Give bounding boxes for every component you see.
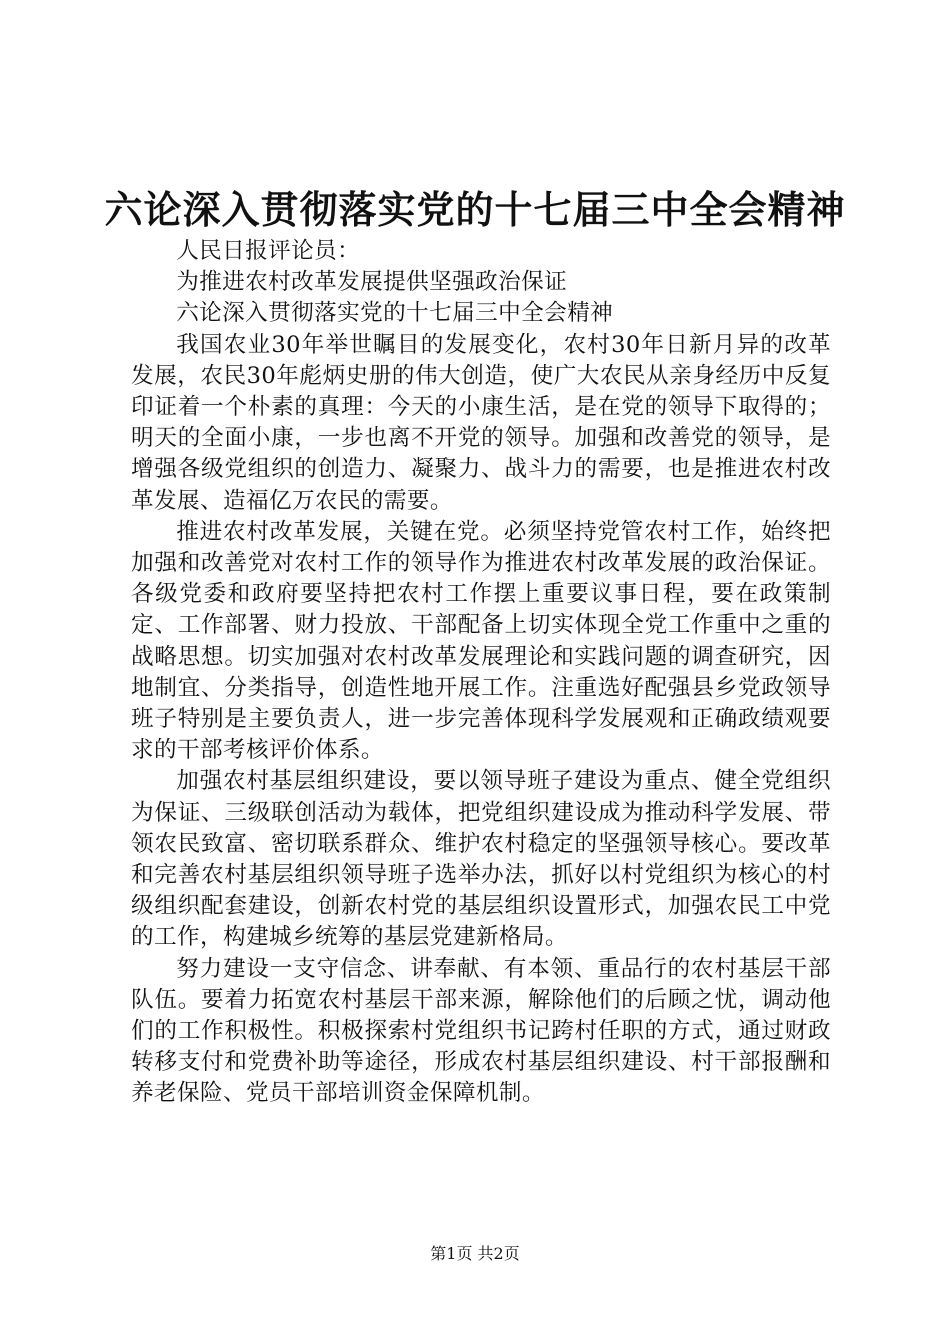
document-title: 六论深入贯彻落实党的十七届三中全会精神 <box>104 187 846 232</box>
byline-paragraph: 人民日报评论员： <box>176 238 361 264</box>
document-body <box>131 236 831 1110</box>
subtitle-paragraph: 为推进农村改革发展提供坚强政治保证 <box>176 269 568 296</box>
body-paragraph-3: 加强农村基层组织建设，要以领导班子建设为重点、健全党组织为保证、三级联创活动为载体，把党组织建设成为推动科学发展、带领农民致富、密切联系群众、维护农村稳定的坚强领导核心。要改革和完善农村基层组织领导班子选举办法，抓好以村党组织为核心的村级组织配套建设，创新农村党的基层组织设置形式，加强农民工中党的工作，构建城乡统筹的基层党建新格局。 <box>131 768 831 951</box>
body-paragraph-4: 努力建设一支守信念、讲奉献、有本领、重品行的农村基层干部队伍。要着力拓宽农村基层干部来源，解除他们的后顾之忧，调动他们的工作积极性。积极探索村党组织书记跨村任职的方式，通过财政转移支付和党费补助等途径，形成农村基层组织建设、村干部报酬和养老保险、党员干部培训资金保障机制。 <box>131 955 831 1107</box>
body-paragraph-2: 推进农村改革发展，关键在党。必须坚持党管农村工作，始终把加强和改善党对农村工作的领导作为推进农村改革发展的政治保证。各级党委和政府要坚持把农村工作摆上重要议事日程，要在政策制定、工作部署、财力投放、干部配备上切实体现全党工作重中之重的战略思想。切实加强对农村改革发展理论和实践问题的调查研究，因地制宜、分类指导，创造性地开展工作。注重选好配强县乡党政领导班子特别是主要负责人，进一步完善体现科学发展观和正确政绩观要求的干部考核评价体系。 <box>131 518 831 764</box>
series-title-paragraph: 六论深入贯彻落实党的十七届三中全会精神 <box>176 300 614 327</box>
body-paragraph-1: 我国农业30年举世瞩目的发展变化，农村30年日新月异的改革发展，农民30年彪炳史册的伟大创造，使广大农民从亲身经历中反复印证着一个朴素的真理：今天的小康生活，是在党的领导下取得的；明天的全面小康，一步也离不开党的领导。加强和改善党的领导，是增强各级党组织的创造力、凝聚力、战斗力的需要，也是推进农村改革发展、造福亿万农民的需要。 <box>131 331 831 514</box>
page-footer: 第1页 共2页 <box>430 1244 520 1263</box>
